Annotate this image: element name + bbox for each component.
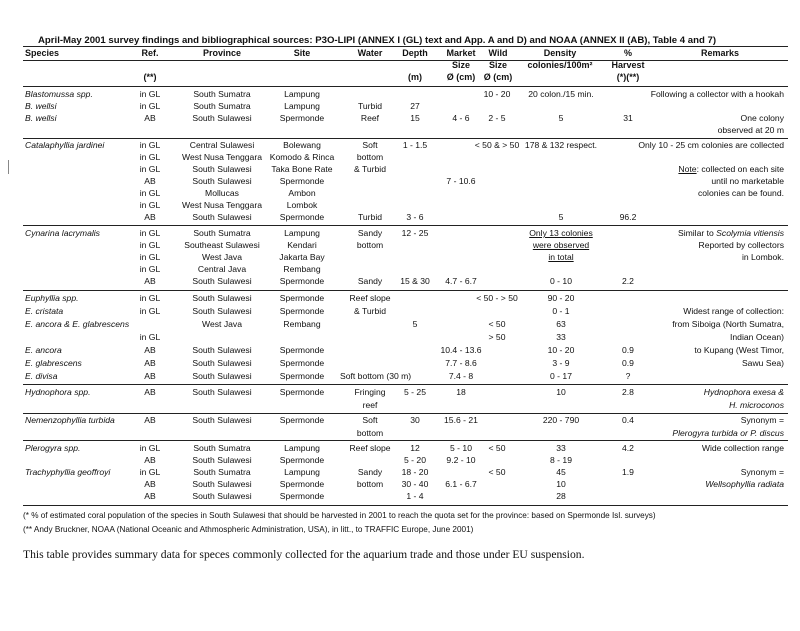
header-water: Water (357, 48, 383, 58)
table-rule (23, 86, 788, 87)
cell-density: 0 - 10 (550, 276, 572, 286)
cell-ref: in GL (139, 101, 161, 111)
cell-site: Lampung (284, 443, 320, 453)
cell-ref: AB (144, 479, 156, 489)
cell-province: South Sulawesi (192, 176, 252, 186)
table-rule (23, 290, 788, 291)
cell-site: Spermonde (279, 358, 325, 368)
cell-depth: 18 - 20 (401, 467, 429, 477)
cell-ref: AB (144, 276, 156, 286)
cell-ref: AB (144, 455, 156, 465)
cell-species: Euphyllia spp. (25, 293, 79, 303)
cell-density: were observed (532, 240, 590, 250)
cell-density: 45 (556, 467, 566, 477)
cell-province: South Sulawesi (192, 164, 252, 174)
cell-wild: < 50 - > 50 (476, 293, 518, 303)
cell-remarks: Wellsophyllia radiata (705, 479, 784, 489)
cell-wild: 2 - 5 (488, 113, 506, 123)
cell-harvest: 96.2 (619, 212, 637, 222)
cell-harvest: ? (625, 371, 631, 381)
table-rule (23, 505, 788, 506)
cell-market: 7.7 - 8.6 (445, 358, 477, 368)
cell-species: Cynarina lacrymalis (25, 228, 100, 238)
cell-province: West Nusa Tenggara (182, 152, 262, 162)
cell-density: 10 (556, 387, 566, 397)
header-remarks: Remarks (700, 48, 740, 58)
header-market-2: Size (451, 60, 470, 70)
header-market-3: Ø (cm) (446, 72, 476, 82)
cell-province: South Sulawesi (192, 345, 252, 355)
cell-province: South Sulawesi (192, 276, 252, 286)
cell-market: 15.6 - 21 (444, 415, 478, 425)
cell-province: Mollucas (205, 188, 239, 198)
cell-wild: > 50 (488, 332, 506, 342)
cell-remarks: Widest range of collection: (683, 306, 784, 316)
header-depth: Depth (402, 48, 428, 58)
cell-site: Spermonde (279, 345, 325, 355)
cell-water: bottom (356, 240, 384, 250)
cell-density: 178 & 132 respect. (524, 140, 598, 150)
cell-site: Komodo & Rinca (269, 152, 335, 162)
cell-ref: in GL (139, 200, 161, 210)
cell-remarks: Reported by collectors (698, 240, 784, 250)
cell-province: South Sulawesi (192, 387, 252, 397)
cell-water: Reef slope (349, 443, 391, 453)
cell-depth: 30 - 40 (401, 479, 429, 489)
cell-water: Reef slope (349, 293, 391, 303)
header-harvest-2: Harvest (611, 60, 645, 70)
cell-water: & Turbid (353, 164, 386, 174)
cell-harvest: 0.9 (622, 345, 634, 355)
cell-density: 10 - 20 (547, 345, 575, 355)
cell-site: Ambon (288, 188, 316, 198)
cell-site: Spermonde (279, 371, 325, 381)
cell-density: 220 - 790 (542, 415, 580, 425)
cell-ref: AB (144, 176, 156, 186)
cell-site: Spermonde (279, 455, 325, 465)
cell-site: Lombok (286, 200, 318, 210)
cell-site: Lampung (284, 228, 320, 238)
table-title: April-May 2001 survey findings and bibliographical sources: P3O-LIPI (ANNEX I (GL) text and App. A and D) and NOAA (ANNEX II (AB), Table 4 and 7) (38, 35, 717, 46)
cell-water: Fringing (354, 387, 386, 397)
cell-province: South Sumatra (193, 101, 251, 111)
cell-remarks: in Lombok. (741, 252, 784, 262)
cell-density: in total (548, 252, 574, 262)
cell-site: Kendari (287, 240, 317, 250)
cell-site: Spermonde (279, 491, 325, 501)
cell-depth: 5 - 25 (404, 387, 426, 397)
cell-province: Central Java (197, 264, 247, 274)
cell-ref: in GL (139, 293, 161, 303)
cell-depth: 5 - 20 (404, 455, 426, 465)
cell-wild: < 50 & > 50 (474, 140, 520, 150)
header-market: Market (446, 48, 476, 58)
cell-province: South Sulawesi (192, 212, 252, 222)
cell-density: Only 13 colonies (529, 228, 593, 238)
cell-province: South Sulawesi (192, 415, 252, 425)
cell-depth: 1 - 4 (406, 491, 424, 501)
cell-water: Soft bottom (30 m) (340, 371, 412, 381)
cell-remarks: until no marketable (711, 176, 784, 186)
cell-remarks: Only 10 - 25 cm colonies are collected (638, 140, 784, 150)
table-rule (23, 138, 788, 139)
cell-remarks: from Siboiga (North Sumatra, (672, 319, 784, 329)
cell-remarks: Synonym = (740, 467, 784, 477)
cell-ref: in GL (139, 240, 161, 250)
cell-province: West Java (202, 319, 242, 329)
cell-ref: in GL (139, 306, 161, 316)
cell-ref: AB (144, 345, 156, 355)
cell-wild: < 50 (488, 467, 506, 477)
header-wild-2: Size (488, 60, 507, 70)
cell-species: E. ancora & E. glabrescens (25, 319, 130, 329)
cell-water: bottom (356, 152, 384, 162)
cell-ref: AB (144, 358, 156, 368)
cell-density: 28 (556, 491, 566, 501)
cell-remarks: Following a collector with a hookah (650, 89, 784, 99)
cell-remarks: colonies can be found. (697, 188, 784, 198)
cell-harvest: 0.9 (622, 358, 634, 368)
cell-site: Taka Bone Rate (271, 164, 333, 174)
cell-ref: in GL (139, 152, 161, 162)
cell-market: 9.2 - 10 (446, 455, 476, 465)
cell-depth: 5 (412, 319, 418, 329)
cell-province: West Java (202, 252, 242, 262)
cell-site: Rembang (283, 264, 321, 274)
cell-species: E. divisa (25, 371, 58, 381)
cell-province: South Sumatra (193, 443, 251, 453)
cell-market: 5 - 10 (450, 443, 472, 453)
cell-remarks: Sawu Sea) (741, 358, 784, 368)
cell-market: 4.7 - 6.7 (445, 276, 477, 286)
cell-ref: AB (144, 387, 156, 397)
cell-province: South Sulawesi (192, 455, 252, 465)
cell-province: South Sulawesi (192, 113, 252, 123)
cell-site: Spermonde (279, 479, 325, 489)
header-ref-sub: (**) (143, 72, 157, 82)
cell-remarks: Wide collection range (701, 443, 784, 453)
cell-site: Spermonde (279, 293, 325, 303)
header-site: Site (293, 48, 311, 58)
cell-site: Lampung (284, 89, 320, 99)
cell-province: South Sulawesi (192, 293, 252, 303)
cell-wild: < 50 (488, 443, 506, 453)
cell-depth: 30 (410, 415, 420, 425)
cell-ref: AB (144, 415, 156, 425)
cell-site: Jakarta Bay (279, 252, 325, 262)
cell-harvest: 2.2 (622, 276, 634, 286)
cell-province: South Sumatra (193, 89, 251, 99)
cell-wild: < 50 (488, 319, 506, 329)
cell-depth: 12 - 25 (401, 228, 429, 238)
table-rule (23, 413, 788, 414)
cell-water: Turbid (357, 101, 383, 111)
cell-site: Spermonde (279, 176, 325, 186)
cell-province: South Sumatra (193, 228, 251, 238)
cell-density: 0 - 1 (552, 306, 570, 316)
cell-market: 6.1 - 6.7 (445, 479, 477, 489)
cell-density: 33 (556, 443, 566, 453)
cell-market: 18 (456, 387, 466, 397)
header-depth-sub: (m) (408, 72, 422, 82)
table-rule (23, 46, 788, 47)
header-species: Species (25, 48, 60, 58)
cell-province: South Sulawesi (192, 479, 252, 489)
table-caption: This table provides summary data for speces commonly collected for the aquarium trade and those under EU suspension. (23, 548, 585, 561)
cell-ref: in GL (139, 467, 161, 477)
cell-density: 0 - 17 (550, 371, 572, 381)
cell-market: 10.4 - 13.6 (440, 345, 482, 355)
table-rule (23, 225, 788, 226)
table-rule (23, 384, 788, 385)
header-ref: Ref. (141, 48, 159, 58)
cell-site: Bolewang (283, 140, 321, 150)
cell-species: E. ancora (25, 345, 62, 355)
cell-harvest: 0.4 (622, 415, 634, 425)
cell-ref: in GL (139, 264, 161, 274)
cell-ref: AB (144, 212, 156, 222)
cell-remarks: Hydnophora exesa & (703, 387, 784, 397)
cell-province: South Sumatra (193, 467, 251, 477)
footnote-harvest: (* % of estimated coral population of the species in South Sulawesi that should be harvested in 2001 to reach the quota set for the province: based on Spermonde Isl. surveys) (23, 511, 656, 520)
cell-province: South Sulawesi (192, 358, 252, 368)
cell-depth: 15 (410, 113, 420, 123)
cell-ref: in GL (139, 188, 161, 198)
cell-species: Trachyphyllia geoffroyi (25, 467, 111, 477)
cell-species: B. wellsi (25, 113, 57, 123)
cell-water: Soft (362, 415, 378, 425)
cell-density: 10 (556, 479, 566, 489)
cell-density: 63 (556, 319, 566, 329)
cell-province: South Sulawesi (192, 491, 252, 501)
cell-remarks: Indian Ocean) (730, 332, 784, 342)
margin-mark (8, 160, 9, 174)
header-density: Density (543, 48, 577, 58)
cell-depth: 1 - 1.5 (402, 140, 428, 150)
cell-market: 7.4 - 8 (448, 371, 474, 381)
cell-water: Reef (360, 113, 380, 123)
cell-harvest: 1.9 (622, 467, 634, 477)
cell-harvest: 2.8 (622, 387, 634, 397)
cell-site: Rembang (283, 319, 321, 329)
cell-density: 8 - 19 (550, 455, 572, 465)
cell-province: South Sulawesi (192, 371, 252, 381)
cell-depth: 12 (410, 443, 420, 453)
cell-density: 33 (556, 332, 566, 342)
cell-ref: in GL (139, 443, 161, 453)
header-density-2: colonies/100m² (527, 60, 593, 70)
cell-species: B. wellsi (25, 101, 57, 111)
cell-density: 3 - 9 (552, 358, 570, 368)
cell-ref: AB (144, 491, 156, 501)
cell-species: E. cristata (25, 306, 64, 316)
cell-species: Blastomussa spp. (25, 89, 93, 99)
footnote-source: (** Andy Bruckner, NOAA (National Oceanic and Athmospheric Administration, USA), in litt., to TRAFFIC Europe, June 2001) (23, 525, 474, 534)
cell-ref: in GL (139, 89, 161, 99)
cell-water: Sandy (357, 228, 383, 238)
cell-site: Spermonde (279, 306, 325, 316)
cell-water: bottom (356, 428, 384, 438)
header-harvest: % (623, 48, 632, 58)
cell-site: Spermonde (279, 212, 325, 222)
cell-ref: AB (144, 113, 156, 123)
cell-market: 7 - 10.6 (446, 176, 476, 186)
cell-ref: in GL (139, 332, 161, 342)
cell-remarks: Synonym = (740, 415, 784, 425)
cell-species: Nemenzophyllia turbida (25, 415, 115, 425)
cell-density: 90 - 20 (547, 293, 575, 303)
cell-water: Soft (362, 140, 378, 150)
cell-species: Catalaphyllia jardinei (25, 140, 105, 150)
cell-remarks: observed at 20 m (717, 125, 784, 135)
cell-depth: 3 - 6 (406, 212, 424, 222)
cell-province: West Nusa Tenggara (182, 200, 262, 210)
cell-remarks: Plerogyra turbida or P. discus (672, 428, 784, 438)
cell-water: Turbid (357, 212, 383, 222)
cell-water: reef (362, 400, 378, 410)
cell-harvest: 31 (623, 113, 633, 123)
cell-density: 20 colon./15 min. (528, 89, 594, 99)
header-province: Province (202, 48, 242, 58)
cell-species: Plerogyra spp. (25, 443, 81, 453)
cell-province: Central Sulawesi (189, 140, 255, 150)
cell-site: Spermonde (279, 276, 325, 286)
cell-water: Sandy (357, 467, 383, 477)
cell-ref: in GL (139, 140, 161, 150)
header-wild-3: Ø (cm) (483, 72, 513, 82)
cell-species: Hydnophora spp. (25, 387, 91, 397)
cell-depth: 27 (410, 101, 420, 111)
cell-province: South Sulawesi (192, 306, 252, 316)
cell-density: 5 (558, 212, 564, 222)
cell-site: Spermonde (279, 415, 325, 425)
cell-remarks: Note: collected on each site (678, 164, 784, 174)
cell-site: Spermonde (279, 113, 325, 123)
cell-ref: in GL (139, 252, 161, 262)
cell-water: Sandy (357, 276, 383, 286)
header-wild: Wild (488, 48, 508, 58)
cell-market: 4 - 6 (452, 113, 470, 123)
cell-water: bottom (356, 479, 384, 489)
cell-remarks: to Kupang (West Timor, (694, 345, 784, 355)
cell-harvest: 4.2 (622, 443, 634, 453)
cell-density: 5 (558, 113, 564, 123)
cell-site: Lampung (284, 101, 320, 111)
cell-depth: 15 & 30 (400, 276, 430, 286)
cell-species: E. glabrescens (25, 358, 82, 368)
cell-remarks: H. microconos (729, 400, 784, 410)
cell-site: Lampung (284, 467, 320, 477)
cell-wild: 10 - 20 (483, 89, 511, 99)
cell-ref: AB (144, 371, 156, 381)
cell-site: Spermonde (279, 387, 325, 397)
table-rule (23, 60, 788, 61)
cell-ref: in GL (139, 228, 161, 238)
table-rule (23, 440, 788, 441)
header-harvest-3: (*)(**) (616, 72, 640, 82)
cell-ref: in GL (139, 164, 161, 174)
cell-remarks: Similar to Scolymia vitiensis (677, 228, 784, 238)
cell-remarks: One colony (740, 113, 784, 123)
cell-water: & Turbid (353, 306, 386, 316)
cell-province: Southeast Sulawesi (184, 240, 260, 250)
